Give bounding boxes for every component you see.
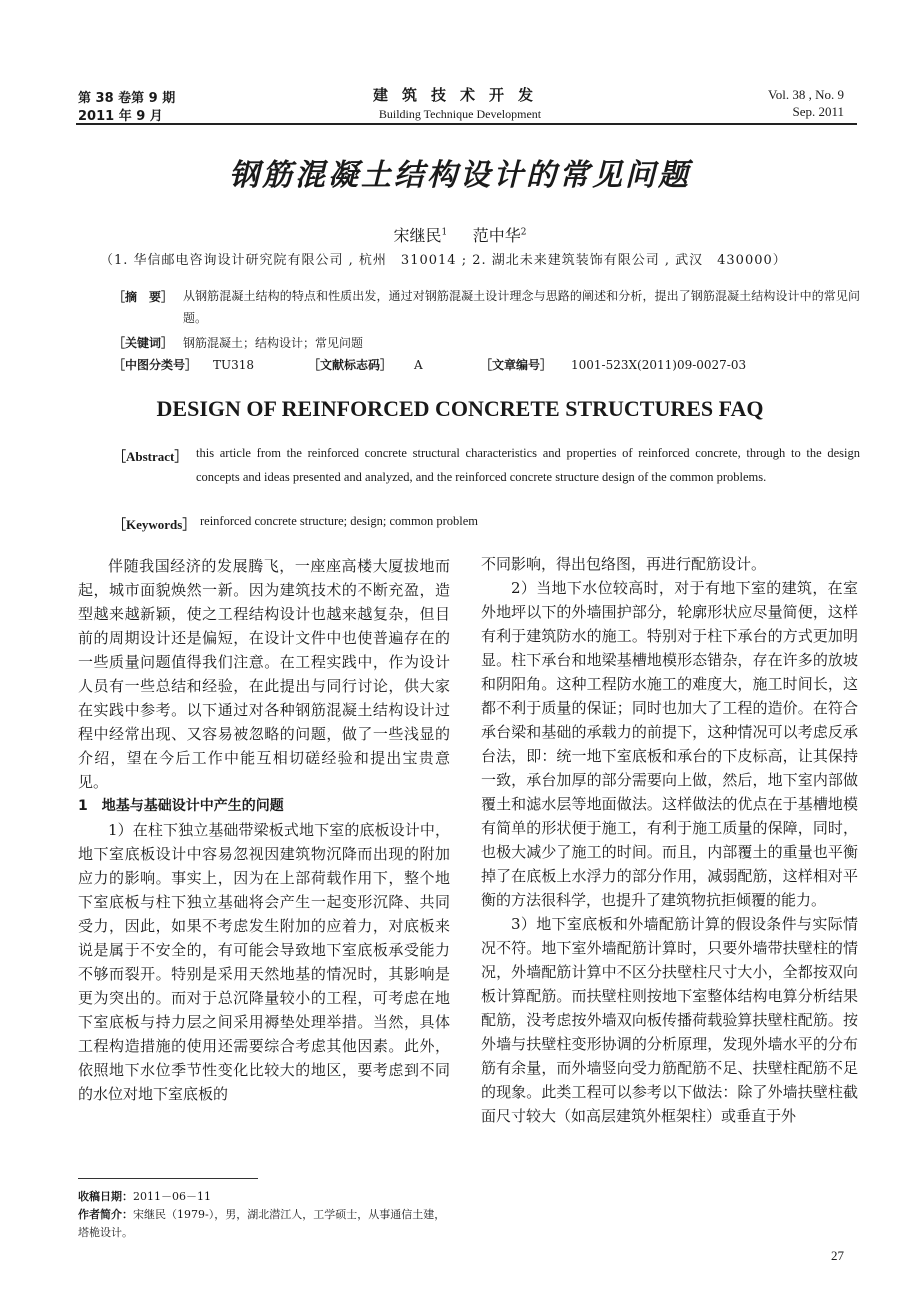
keywords-label: ［关键词］: [113, 336, 174, 350]
journal-name-en: Building Technique Development: [378, 107, 542, 121]
intro-paragraph: 伴随我国经济的发展腾飞，一座座高楼大厦拔地而起，城市面貌焕然一新。因为建筑技术的不断充盈，造型越来越新颖，使之工程结构设计也越来越复杂，但目前的周期设计还是偏短，在设计文件中也使普遍存在的一些质量问题值得我们注意。在工程实践中，作为设计人员有一些总结和经验，在此提出与同行讨论，供大家在实践中参考。以下通过对各种钢筋混凝土结构设计过程中经常出现、又容易被忽略的问题，做了一些浅显的介绍，望在今后工作中能互相切磋经验和提出宝贵意见。: [78, 557, 450, 791]
journal-issue-en: [768, 86, 844, 120]
received-label: 收稿日期：: [78, 1190, 133, 1203]
paragraph-1: 1）在柱下独立基础带梁板式地下室的底板设计中，地下室底板设计中容易忽视因建筑物沉降而出现的附加应力的影响。事实上，因为在上部荷载作用下，整个地下室底板与柱下独立基础将会产生一起变形沉降、共同受力，因此，如果不考虑发生附加的应着力，对底板来说是属于不安全的，有可能会导致地下室底板承受能力不够而裂开。特别是采用天然地基的情况时，其影响是更为突出的。而对于总沉降量较小的工程，可考虑在地下室底板与持力层之间采用褥垫处理举措。当然，具体工程构造措施的使用还需要综合考虑其他因素。此外，依照地下水位季节性变化比较大的地区，要考虑到不同的水位对地下室底板的: [78, 821, 450, 1103]
footnote: [78, 1188, 450, 1242]
author-2-affil: 2: [520, 227, 527, 238]
doc-code-value: A: [414, 358, 423, 372]
author-bio: 宋继民（1979-），男，湖北潜江人，工学硕士，从事通信土建，塔桅设计。: [78, 1208, 446, 1239]
english-abstract-label: ［Abstract］: [113, 449, 188, 464]
author-bio-label: 作者简介：: [78, 1208, 133, 1221]
volume-en: Vol. 38 , No. 9: [768, 87, 844, 102]
article-no-label: ［文章编号］: [480, 358, 553, 372]
received-date: 2011－06－11: [133, 1190, 211, 1203]
paragraph-3: 3）地下室底板和外墙配筋计算的假设条件与实际情况不符。地下室外墙配筋计算时，只要外墙带扶壁柱的情况，外墙配筋计算中不区分扶壁柱尺寸大小，全都按双向板计算配筋。而扶壁柱则按地下室整体结构电算分析结果配筋，没考虑按外墙双向板传播荷载验算扶壁柱配筋。按外墙与扶壁柱变形协调的分析原理，发现外墙水平的分布筋有余量，而外墙竖向受力筋配筋不足、扶壁柱配筋不足的现象。此类工程可以参考以下做法：除了外墙扶壁柱截面尺寸较大（如高层建筑外框架柱）或垂直于外: [481, 915, 858, 1125]
english-keywords-label: ［Keywords］: [113, 517, 196, 532]
abstract-label: ［摘 要］: [113, 290, 174, 304]
journal-name-cn: 建筑技术开发: [372, 86, 547, 104]
author-1: 宋继民: [393, 226, 442, 245]
clc-label: ［中图分类号］: [113, 358, 198, 372]
paragraph-2: 2）当地下水位较高时，对于有地下室的建筑，在室外地坪以下的外墙围护部分，轮廓形状应尽量简便，这样有利于建筑防水的施工。特别对于柱下承台的方式更加明显。柱下承台和地梁基槽地模形态错杂，存在许多的放坡和阴阳角。这种工程防水施工的难度大，施工时间长，这都不利于质量的保证；同时也加大了工程的造价。在符合承台梁和基础的承载力的前提下，这种情况可以考虑反承台法，即：统一地下室底板和承台的下皮标高，让其保持一致，承台加厚的部分需要向上做，然后，地下室内部做覆土和滤水层等地面做法。这样做法的优点在于基槽地模有简单的形状便于施工，有利于施工质量的保障，同时，也极大减少了施工的时间。而且，内部覆土的重量也平衡掉了在底板上水浮力的部分作用，减弱配筋，这样相对平衡的方法很科学，也提升了建筑物抗拒倾覆的能力。: [481, 579, 858, 909]
paragraph-1-continued: 不同影响，得出包络图，再进行配筋设计。: [481, 555, 767, 573]
date-cn: 2011 年 9 月: [78, 109, 163, 124]
date-en: Sep. 2011: [792, 104, 844, 119]
clc-value: TU318: [213, 358, 255, 372]
article-no-value: 1001-523X(2011)09-0027-03: [571, 358, 747, 372]
affiliations: （1. 华信邮电咨询设计研究院有限公司 , 杭州 310014 ; 2. 湖北未来建筑装饰有限公司 , 武汉 430000）: [100, 253, 787, 268]
page-number: 27: [831, 1248, 844, 1263]
english-abstract-text: this article from the reinforced concrete structural characteristics and properties of reinforced concrete, through to the design concepts and ideas presented and analyzed, and the reinforced concrete structure design of the common problems.: [196, 446, 860, 484]
author-1-affil: 1: [441, 227, 448, 238]
keywords-text: 钢筋混凝土；结构设计；常见问题: [183, 336, 364, 350]
abstract-text: 从钢筋混凝土结构的特点和性质出发，通过对钢筋混凝土设计理念与思路的阐述和分析，提出了钢筋混凝土结构设计中的常见问题。: [183, 289, 860, 325]
english-keywords-text: reinforced concrete structure; design; common problem: [200, 514, 479, 528]
footnote-divider: [78, 1178, 258, 1179]
doc-code-label: ［文献标志码］: [308, 358, 393, 372]
body-column-left: [78, 554, 450, 1106]
author-2: 范中华: [472, 226, 521, 245]
article-title: 钢筋混凝土结构设计的常见问题: [229, 158, 691, 193]
section-1-heading: 1 地基与基础设计中产生的问题: [78, 798, 284, 814]
english-title: DESIGN OF REINFORCED CONCRETE STRUCTURES FAQ: [156, 396, 764, 421]
authors: [0, 223, 920, 246]
body-column-right: [481, 552, 858, 1128]
header-divider: [76, 123, 857, 125]
volume-cn: 第 38 卷第 9 期: [78, 91, 176, 106]
